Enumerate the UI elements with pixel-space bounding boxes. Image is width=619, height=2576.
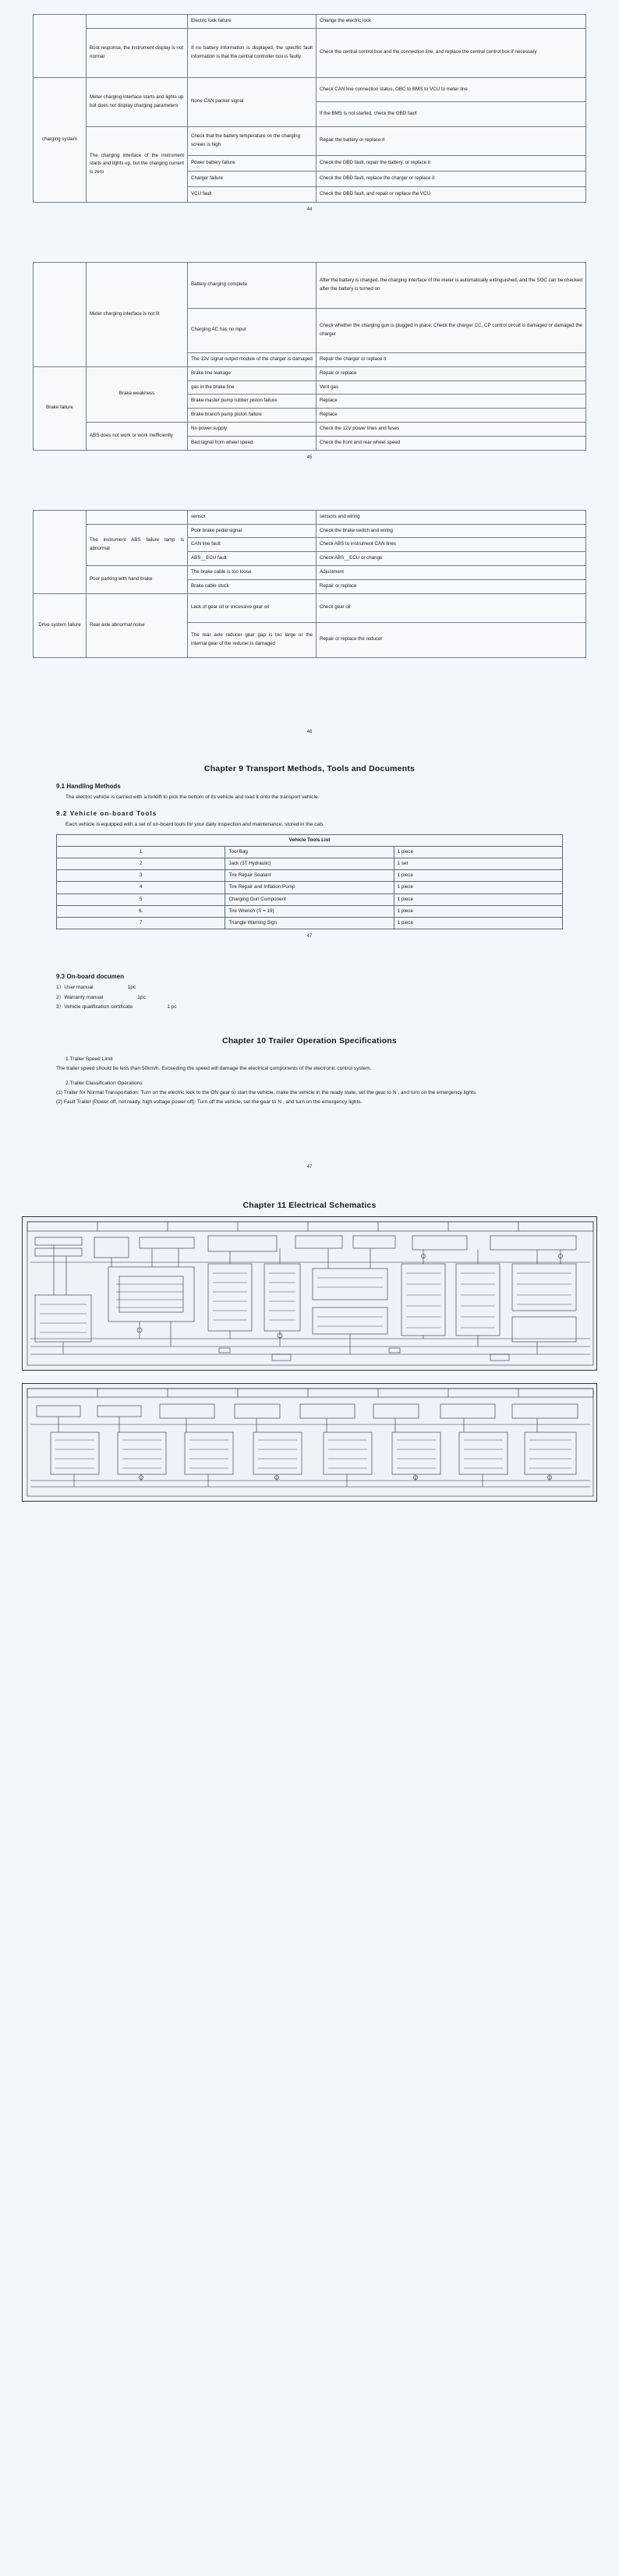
table-row — [34, 593, 586, 622]
tool-index: 3 — [57, 870, 225, 882]
sheet-chapter-9 — [0, 756, 619, 939]
cell-solution: Repair or replace — [317, 366, 586, 380]
tool-qty: 1 piece — [394, 870, 562, 882]
cell-symptom: Meter charging interface is not lit — [87, 262, 188, 366]
cell-solution: Check the 12V power lines and fuses — [317, 423, 586, 437]
schematic-drawing-bottom — [23, 1384, 597, 1501]
tool-qty: 1 piece — [394, 882, 562, 893]
cell-system: Brake failure — [34, 366, 87, 450]
list-item — [56, 993, 563, 1003]
tool-index: 1 — [57, 847, 225, 858]
cell-solution: Check ABS__ECU or change — [317, 552, 586, 566]
table-row — [34, 510, 586, 524]
table-row — [34, 28, 586, 77]
cell-solution: Check CAN line connection status, OBC to BMS to VCU to meter line — [317, 77, 586, 102]
cell-solution: Check the front and rear wheel speed — [317, 436, 586, 450]
tool-index: 7 — [57, 917, 225, 929]
list-item — [56, 1003, 563, 1013]
page-break — [0, 212, 619, 248]
cell-cause: Battery charging complete — [188, 262, 317, 308]
cell-solution: Check the OBD fault, and repair or replace the VCU — [317, 186, 586, 202]
cell-solution: After the battery is charged, the charging interface of the meter is automatically extinguished, and the SOC can be checked after the battery is turned on — [317, 262, 586, 308]
page-number: 44 — [306, 207, 313, 212]
table-row — [34, 366, 586, 380]
document-label: 1）User manual — [56, 984, 94, 990]
cell-cause: VCU fault — [188, 186, 317, 202]
table-row — [34, 126, 586, 155]
cell-cause: CAN line fault — [188, 538, 317, 552]
tool-qty: 1 piece — [394, 893, 562, 905]
sheet-45 — [0, 248, 619, 460]
cell-solution: Repair or replace — [317, 579, 586, 593]
cell-solution: Check whether the charging gun is plugged in place; Check the charger CC, CP control circuit is damaged or damaged the charger — [317, 308, 586, 352]
cell-symptom: Rear axle abnormal noise — [87, 593, 188, 657]
page-break — [0, 734, 619, 756]
electrical-schematic-top — [22, 1216, 597, 1371]
cell-symptom: Meter charging interface starts and lights up but does not display charging parameters — [87, 77, 188, 126]
cell-symptom — [87, 15, 188, 29]
cell-solution: Change the electric lock — [317, 15, 586, 29]
cell-solution: Check the brake switch and wiring — [317, 524, 586, 538]
tool-index: 4 — [57, 882, 225, 893]
cell-solution: Repair the charger or replace it — [317, 352, 586, 366]
page-break — [0, 460, 619, 496]
cell-cause: Brake cable stuck — [188, 579, 317, 593]
list-item — [57, 905, 563, 917]
section-10-2-line-1: (1) Trailer for Normal Transportation: Turn on the electric lock to the ON gear to start the vehicle, make the vehicle in the ready state, set the gear to N , and turn on the emergency lights. — [56, 1089, 477, 1095]
tools-table-caption: Vehicle Tools List — [57, 835, 563, 847]
table-row — [34, 15, 586, 29]
cell-cause: Charger failure — [188, 171, 317, 186]
chapter-9-title: Chapter 9 Transport Methods, Tools and Documents — [203, 763, 416, 773]
tool-index: 2 — [57, 858, 225, 870]
list-item — [57, 882, 563, 893]
tool-name: Charging Gun Component — [225, 893, 394, 905]
chapter-11-title: Chapter 11 Electrical Schematics — [242, 1201, 377, 1211]
page-break — [0, 939, 619, 965]
cell-solution: If the BMS is not started, check the OBD fault — [317, 102, 586, 127]
section-10-2-title: 2.Trailer Classification Operations — [65, 1080, 143, 1086]
list-item — [57, 858, 563, 870]
cell-solution: Replace — [317, 409, 586, 423]
cell-symptom: ABS does not work or work inefficiently — [87, 423, 188, 451]
cell-solution: Check the OBD fault, repair the battery, or replace it — [317, 155, 586, 171]
cell-solution: Check the OBD fault, replace the charger or replace it — [317, 171, 586, 186]
table-row — [34, 423, 586, 437]
cell-cause: Charging AC has no input — [188, 308, 317, 352]
cell-system — [34, 510, 87, 593]
cell-cause: Brake branch pump piston failure — [188, 409, 317, 423]
cell-solution: sensors and wiring — [317, 510, 586, 524]
cell-system — [34, 15, 87, 78]
tool-qty: 1 piece — [394, 847, 562, 858]
sheet-chapter-10 — [0, 973, 619, 1169]
cell-solution: Repair or replace the reducer — [317, 622, 586, 657]
cell-cause: No power supply — [188, 423, 317, 437]
cell-cause: If no battery information is displayed, the specific fault information is that the central controller box is faulty — [188, 28, 317, 77]
cell-solution: Check gear oil — [317, 593, 586, 622]
cell-solution: Vent gas — [317, 380, 586, 395]
cell-cause: Power battery failure — [188, 155, 317, 171]
fault-table-46 — [33, 510, 586, 658]
list-item — [57, 870, 563, 882]
cell-cause: The brake cable is too loose — [188, 566, 317, 580]
cell-symptom: The instrument ABS failure lamp is abnormal — [87, 524, 188, 566]
tool-qty: 1 piece — [394, 917, 562, 929]
page-number: 45 — [306, 455, 313, 460]
cell-cause: Poor brake pedal signal — [188, 524, 317, 538]
cell-system: Drive system failure — [34, 593, 87, 657]
schematic-drawing-top — [23, 1217, 597, 1370]
cell-symptom — [87, 510, 188, 524]
section-10-1-title: 1.Trailer Speed Limit — [65, 1056, 113, 1063]
document-label: 2）Warranty manual — [56, 994, 104, 1000]
page-number: 46 — [306, 729, 313, 734]
table-row — [34, 262, 586, 308]
document-qty: 1 pc — [167, 1004, 177, 1010]
tool-index: 5 — [57, 893, 225, 905]
cell-symptom: Brake weakness — [87, 366, 188, 422]
cell-cause: The rear axle reducer gear gap is too large or the internal gear of the reducer is damaged — [188, 622, 317, 657]
cell-cause: Bad signal from wheel speed — [188, 436, 317, 450]
cell-cause: Check that the battery temperature on the charging screen is high — [188, 126, 317, 155]
section-9-3-title: 9.3 On-board documen — [56, 972, 125, 980]
cell-cause: None CAN packet signal — [188, 77, 317, 126]
cell-cause: Electric lock failure — [188, 15, 317, 29]
cell-symptom: Boot response, the instrument display is not normal — [87, 28, 188, 77]
page-break — [0, 1169, 619, 1201]
tool-name: Tire Repair Sealant — [225, 870, 394, 882]
cell-cause: ABS__ECU fault — [188, 552, 317, 566]
sheet-44 — [0, 0, 619, 212]
cell-cause: sensor — [188, 510, 317, 524]
section-9-1-title: 9.1 Handling Methods — [56, 782, 121, 790]
cell-symptom: Poor parking with hand brake — [87, 566, 188, 594]
tools-table-caption-row — [57, 835, 563, 847]
tool-name: Jack (3T Hydraulic) — [225, 858, 394, 870]
list-item — [57, 893, 563, 905]
vehicle-tools-table — [56, 834, 563, 929]
page-number: 47 — [306, 933, 313, 939]
section-9-2-title: 9.2 Vehicle on-board Tools — [56, 810, 157, 817]
tool-qty: 1 set — [394, 858, 562, 870]
document-label: 3）Vehicle qualification certificate — [56, 1004, 133, 1010]
cell-cause: Brake line leakage — [188, 366, 317, 380]
table-row — [34, 77, 586, 102]
section-10-2-line-2: (2) Fault Trailer (Power off, not ready, high voltage power off): Turn off the vehicle, set the gear to N , and turn on the emergency lights. — [56, 1099, 363, 1105]
cell-cause: Lack of gear oil or excessive gear oil — [188, 593, 317, 622]
cell-solution: Repair the battery or replace it — [317, 126, 586, 155]
chapter-10-title: Chapter 10 Trailer Operation Specifications — [222, 1036, 397, 1046]
fault-table-45 — [33, 262, 586, 451]
tool-qty: 1 piece — [394, 905, 562, 917]
cell-solution: Adjustment — [317, 566, 586, 580]
tool-name: Tire Wrench (S = 19) — [225, 905, 394, 917]
list-item — [57, 847, 563, 858]
cell-cause: gas in the brake line — [188, 380, 317, 395]
tool-name: Triangle Warning Sign — [225, 917, 394, 929]
cell-cause: The 12V signal output module of the charger is damaged — [188, 352, 317, 366]
tool-name: Tire Repair and Inflation Pump — [225, 882, 394, 893]
section-9-1-body: The electric vehicle is carried with a forklift to pick the bottom of its vehicle and load it onto the transport vehicle. — [65, 794, 320, 800]
section-10-1-body: The trailer speed should be less than 50km/h. Exceeding the speed will damage the electrical components of the electronic control system. — [56, 1066, 372, 1072]
cell-cause: Brake master pump rubber piston failure — [188, 395, 317, 409]
cell-solution: Check the central control box and the connection line, and replace the central control box if necessary — [317, 28, 586, 77]
page-number: 47 — [306, 1165, 313, 1170]
list-item — [57, 917, 563, 929]
electrical-schematic-bottom — [22, 1383, 597, 1502]
section-9-2-body: Each vehicle is equipped with a set of on-board tools for your daily inspection and maintenance, stored in the cab. — [65, 822, 324, 827]
cell-solution: Check ABS to instrument CAN lines — [317, 538, 586, 552]
tool-index: 6. — [57, 905, 225, 917]
sheet-46 — [0, 496, 619, 734]
sheet-chapter-11 — [0, 1201, 619, 1522]
cell-system — [34, 262, 87, 366]
tool-name: Tool Bag — [225, 847, 394, 858]
cell-symptom: The charging interface of the instrument starts and lights up, but the charging current is zero — [87, 126, 188, 202]
list-item — [56, 983, 563, 993]
fault-table-44 — [33, 14, 586, 203]
table-row — [34, 566, 586, 580]
table-row — [34, 524, 586, 538]
cell-solution: Replace — [317, 395, 586, 409]
cell-system: charging system — [34, 77, 87, 202]
document-qty: 1pc — [127, 984, 136, 990]
document-qty: 1pc — [137, 994, 146, 1000]
